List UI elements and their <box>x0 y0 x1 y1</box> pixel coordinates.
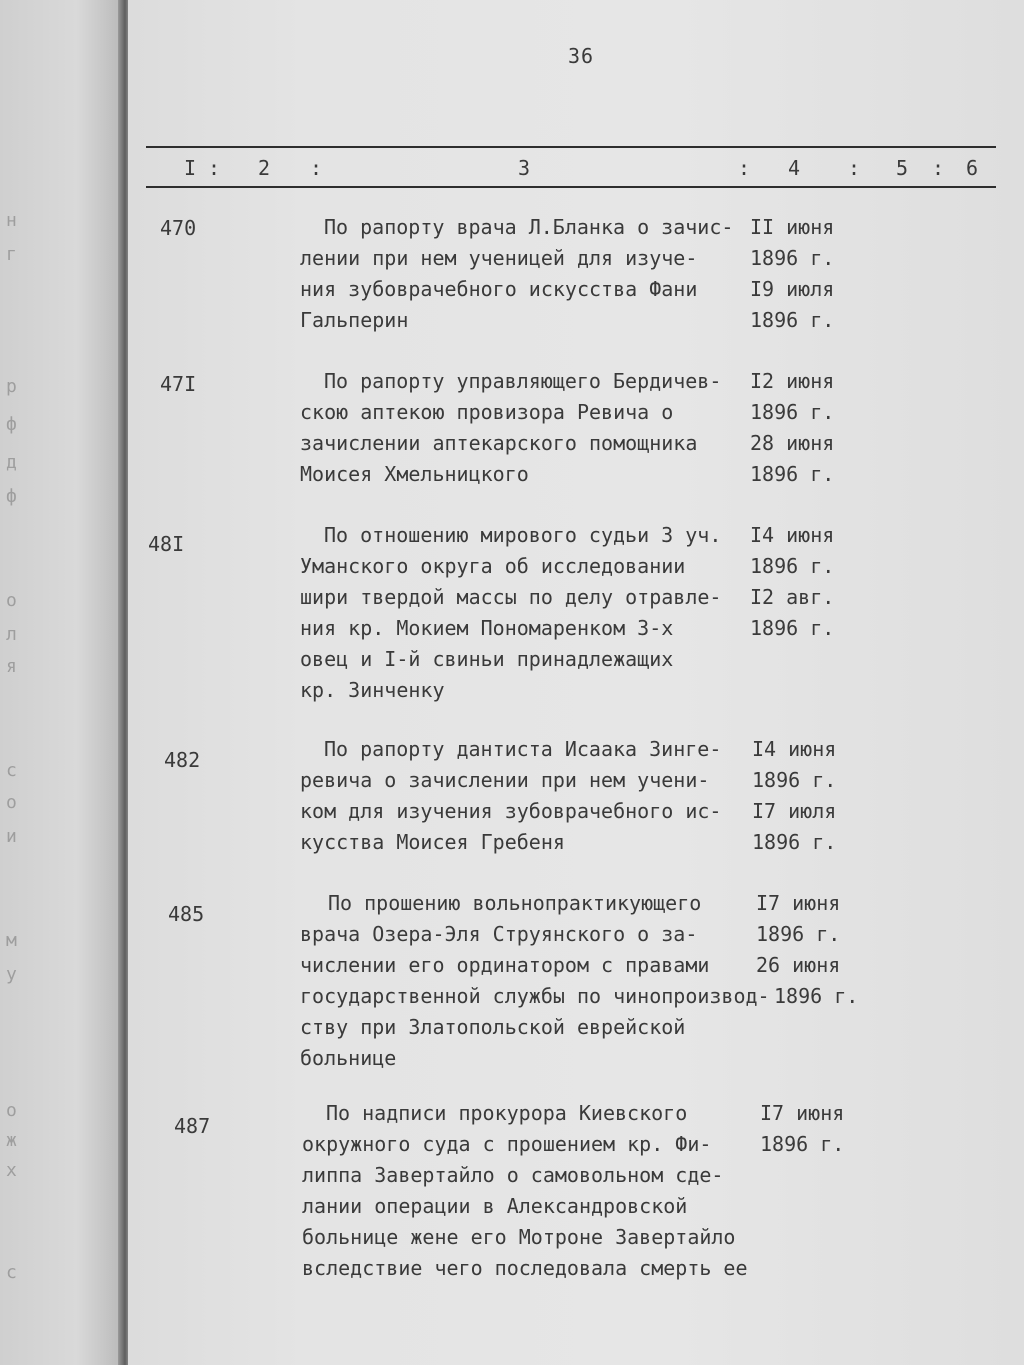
entry-number: 48I <box>148 532 185 556</box>
entry-dates <box>750 366 834 490</box>
entry-date: 1896 г. <box>750 400 835 424</box>
entry-description <box>300 520 721 706</box>
entry-description <box>302 1098 748 1284</box>
column-separator: : <box>738 156 751 180</box>
entry-date: 1896 г. <box>750 616 835 640</box>
column-header-6: 6 <box>966 156 979 180</box>
entry-number: 47I <box>160 372 197 396</box>
entry-description <box>300 734 721 858</box>
entry-line: Гальперин <box>300 308 409 332</box>
bleed-through-mark: х <box>6 1160 17 1181</box>
entry-date: II июня <box>750 215 835 239</box>
entry-description <box>300 212 733 336</box>
entry-number: 470 <box>160 216 197 240</box>
entry-date: 1896 г. <box>750 554 835 578</box>
bleed-through-mark: и <box>6 826 17 847</box>
entry-date: I4 июня <box>752 737 837 761</box>
bleed-through-mark: ж <box>6 1130 17 1151</box>
entry-line: Уманского округа об исследовании <box>300 554 686 578</box>
bleed-through-mark: о <box>6 590 17 611</box>
entry-description <box>300 888 770 1074</box>
entry-line: шири твердой массы по делу отравле- <box>300 585 722 609</box>
entry-date: I7 июля <box>752 799 837 823</box>
entry-line: зачислении аптекарского помощника <box>300 431 698 455</box>
entry-line: овец и I-й свиньи принадлежащих <box>300 647 674 671</box>
entry-line: По отношению мирового судьи 3 уч. <box>324 523 722 547</box>
entry-number: 487 <box>174 1114 211 1138</box>
bleed-through-mark: г <box>6 244 17 265</box>
entry-line: скою аптекою провизора Ревича о <box>300 400 674 424</box>
entry-number: 482 <box>164 748 201 772</box>
entry-line: ревича о зачислении при нем учени- <box>300 768 710 792</box>
entry-date: I2 авг. <box>750 585 835 609</box>
entry-line: кусства Моисея Гребеня <box>300 830 565 854</box>
entry-description <box>300 366 721 490</box>
entry-line: ния зубоврачебного искусства Фани <box>300 277 698 301</box>
bleed-through-mark: м <box>6 930 17 951</box>
entry-line: врача Озера-Эля Струянского о за- <box>300 922 698 946</box>
entry-dates <box>752 734 836 858</box>
column-header-3: 3 <box>518 156 531 180</box>
entry-date: I2 июня <box>750 369 835 393</box>
entry-dates <box>760 1098 844 1160</box>
entry-line: лании операции в Александровской <box>302 1194 688 1218</box>
entry-line: лении при нем ученицей для изуче- <box>300 246 698 270</box>
column-header-4: 4 <box>788 156 801 180</box>
entry-date: 28 июня <box>750 431 835 455</box>
entry-line: числении его ординатором с правами <box>300 953 710 977</box>
entry-date: 1896 г. <box>774 984 859 1008</box>
table-top-rule <box>146 146 996 148</box>
entry-line: По надписи прокурора Киевского <box>326 1101 688 1125</box>
entry-date: I7 июня <box>760 1101 845 1125</box>
bleed-through-mark: о <box>6 1100 17 1121</box>
column-header-5: 5 <box>896 156 909 180</box>
entry-line: вследствие чего последовала смерть ее <box>302 1256 748 1280</box>
column-separator: : <box>208 156 221 180</box>
column-separator: : <box>310 156 323 180</box>
column-separator: : <box>932 156 945 180</box>
entry-line: больнице <box>300 1046 397 1070</box>
entry-dates <box>750 212 834 336</box>
entry-line: окружного суда с прошением кр. Фи- <box>302 1132 712 1156</box>
bleed-through-mark: о <box>6 792 17 813</box>
entry-date: 1896 г. <box>750 462 835 486</box>
entry-line: Моисея Хмельницкого <box>300 462 529 486</box>
entry-line: кр. Зинченку <box>300 678 445 702</box>
column-header-1: I <box>184 156 197 180</box>
entry-date: 1896 г. <box>750 246 835 270</box>
entry-line: По рапорту управляющего Бердичев- <box>324 369 722 393</box>
entry-date: I4 июня <box>750 523 835 547</box>
entry-line: По прошению вольнопрактикующего <box>328 891 702 915</box>
document-page <box>128 0 1024 1365</box>
column-separator: : <box>848 156 861 180</box>
bleed-through-mark: ф <box>6 486 17 507</box>
entry-date: I9 июля <box>750 277 835 301</box>
entry-date: 1896 г. <box>752 830 837 854</box>
entry-dates <box>750 520 834 644</box>
entry-date: 1896 г. <box>756 922 841 946</box>
bleed-through-mark: ф <box>6 414 17 435</box>
bleed-through-mark: д <box>6 452 17 473</box>
entry-number: 485 <box>168 902 205 926</box>
left-page-edge <box>0 0 128 1365</box>
bleed-through-mark: я <box>6 656 17 677</box>
page-number: 36 <box>568 44 595 68</box>
entry-line: ству при Златопольской еврейской <box>300 1015 686 1039</box>
entry-date: 1896 г. <box>760 1132 845 1156</box>
entry-date: 1896 г. <box>750 308 835 332</box>
table-header-rule <box>146 186 996 188</box>
entry-line: липпа Завертайло о самовольном сде- <box>302 1163 724 1187</box>
bleed-through-mark: с <box>6 1262 17 1283</box>
entry-date: 26 июня <box>756 953 841 977</box>
entry-line: По рапорту врача Л.Бланка о зачис- <box>324 215 734 239</box>
bleed-through-mark: у <box>6 964 17 985</box>
entry-line: ком для изучения зубоврачебного ис- <box>300 799 722 823</box>
entry-date: I7 июня <box>756 891 841 915</box>
bleed-through-mark: р <box>6 376 17 397</box>
entry-dates <box>756 888 858 1012</box>
entry-line: ния кр. Мокием Пономаренком 3-х <box>300 616 674 640</box>
entry-line: государственной службы по чинопроизвод- <box>300 984 770 1008</box>
bleed-through-mark: л <box>6 624 17 645</box>
entry-date: 1896 г. <box>752 768 837 792</box>
bleed-through-mark: с <box>6 760 17 781</box>
entry-line: По рапорту дантиста Исаака Зинге- <box>324 737 722 761</box>
entry-line: больнице жене его Мотроне Завертайло <box>302 1225 736 1249</box>
bleed-through-mark: н <box>6 210 17 231</box>
column-header-2: 2 <box>258 156 271 180</box>
